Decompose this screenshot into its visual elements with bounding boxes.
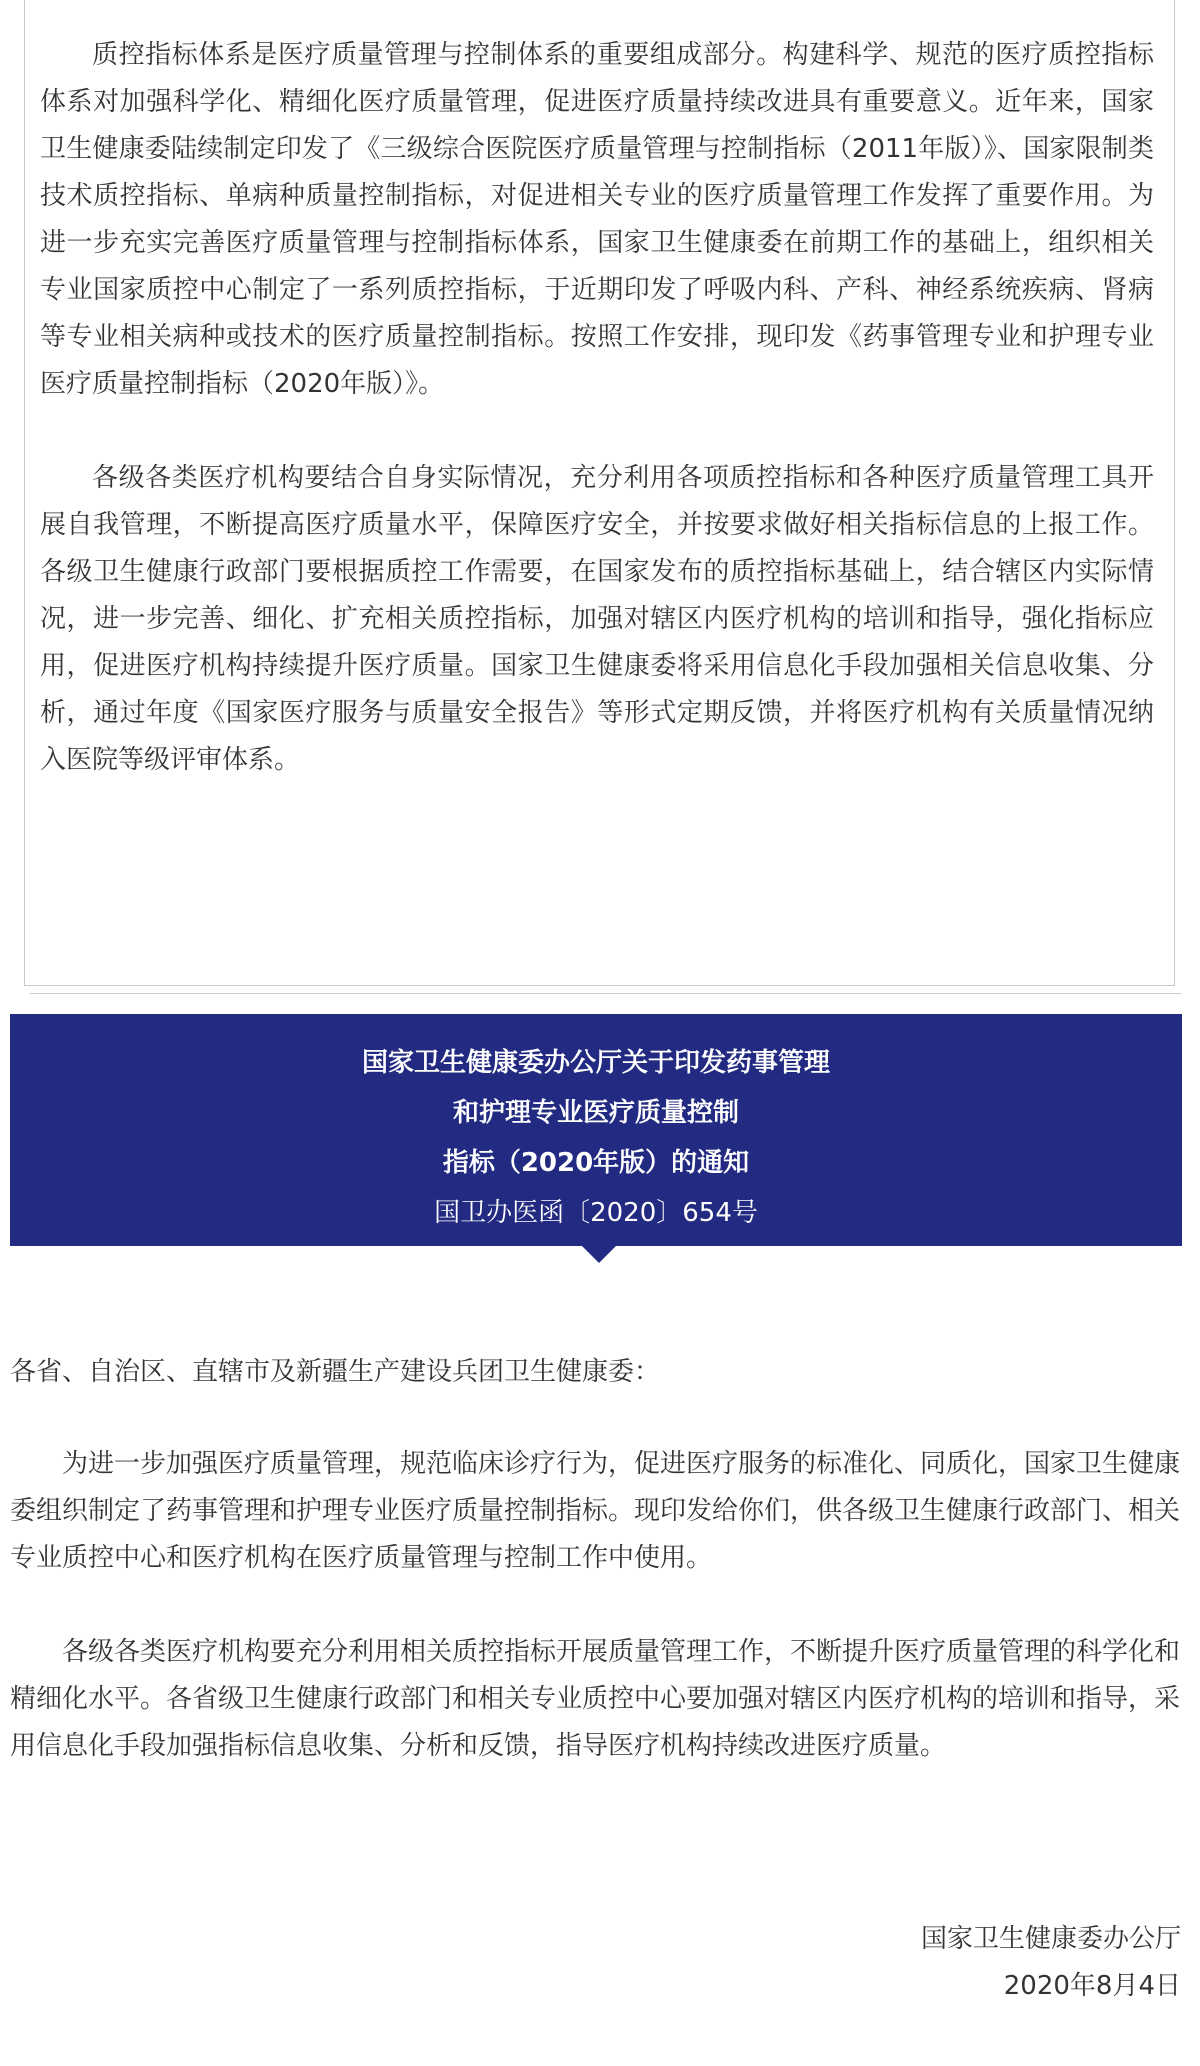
notice-paragraph-2: 各级各类医疗机构要充分利用相关质控指标开展质量管理工作，不断提升医疗质量管理的科学化和精细化水平。各省级卫生健康行政部门和相关专业质控中心要加强对辖区内医疗机构的培训和指导，采用信息化手段加强指标信息收集、分析和反馈，指导医疗机构持续改进医疗质量。: [10, 1637, 1181, 1761]
intro-section: [40, 32, 1154, 784]
banner-pointer-triangle: [582, 1246, 616, 1263]
notice-document-number: 国卫办医函〔2020〕654号: [434, 1198, 758, 1228]
notice-title-line-3: 指标（2020年版）的通知: [442, 1148, 750, 1178]
notice-salutation: 各省、自治区、直辖市及新疆生产建设兵团卫生健康委：: [10, 1357, 661, 1387]
notice-title-line-1: 国家卫生健康委办公厅关于印发药事管理: [361, 1048, 830, 1078]
intro-paragraph-1: 质控指标体系是医疗质量管理与控制体系的重要组成部分。构建科学、规范的医疗质控指标体系对加强科学化、精细化医疗质量管理，促进医疗质量持续改进具有重要意义。近年来，国家卫生健康委陆续制定印发了《三级综合医院医疗质量管理与控制指标（2011年版）》、国家限制类技术质控指标、单病种质量控制指标，对促进相关专业的医疗质量管理工作发挥了重要作用。为进一步充实完善医疗质量管理与控制指标体系，国家卫生健康委在前期工作的基础上，组织相关专业国家质控中心制定了一系列质控指标，于近期印发了呼吸内科、产科、神经系统疾病、肾病等专业相关病种或技术的医疗质量控制指标。按照工作安排，现印发《药事管理专业和护理专业医疗质量控制指标（2020年版）》。: [40, 40, 1154, 399]
quote-box-shadow-line: [30, 992, 1181, 994]
notice-paragraph-1: 为进一步加强医疗质量管理，规范临床诊疗行为，促进医疗服务的标准化、同质化，国家卫生健康委组织制定了药事管理和护理专业医疗质量控制指标。现印发给你们，供各级卫生健康行政部门、相关专业质控中心和医疗机构在医疗质量管理与控制工作中使用。: [10, 1449, 1181, 1573]
notice-title-banner: [10, 1014, 1182, 1246]
notice-title-line-2: 和护理专业医疗质量控制: [452, 1098, 739, 1128]
intro-paragraph-2: 各级各类医疗机构要结合自身实际情况，充分利用各项质控指标和各种医疗质量管理工具开展自我管理，不断提高医疗质量水平，保障医疗安全，并按要求做好相关指标信息的上报工作。各级卫生健康行政部门要根据质控工作需要，在国家发布的质控指标基础上，结合辖区内实际情况，进一步完善、细化、扩充相关质控指标，加强对辖区内医疗机构的培训和指导，强化指标应用，促进医疗机构持续提升医疗质量。国家卫生健康委将采用信息化手段加强相关信息收集、分析，通过年度《国家医疗服务与质量安全报告》等形式定期反馈，并将医疗机构有关质量情况纳入医院等级评审体系。: [40, 463, 1154, 775]
notice-date: 2020年8月4日: [1003, 1971, 1181, 2001]
notice-signer: 国家卫生健康委办公厅: [920, 1924, 1181, 1954]
notice-body: [10, 1441, 1180, 1770]
